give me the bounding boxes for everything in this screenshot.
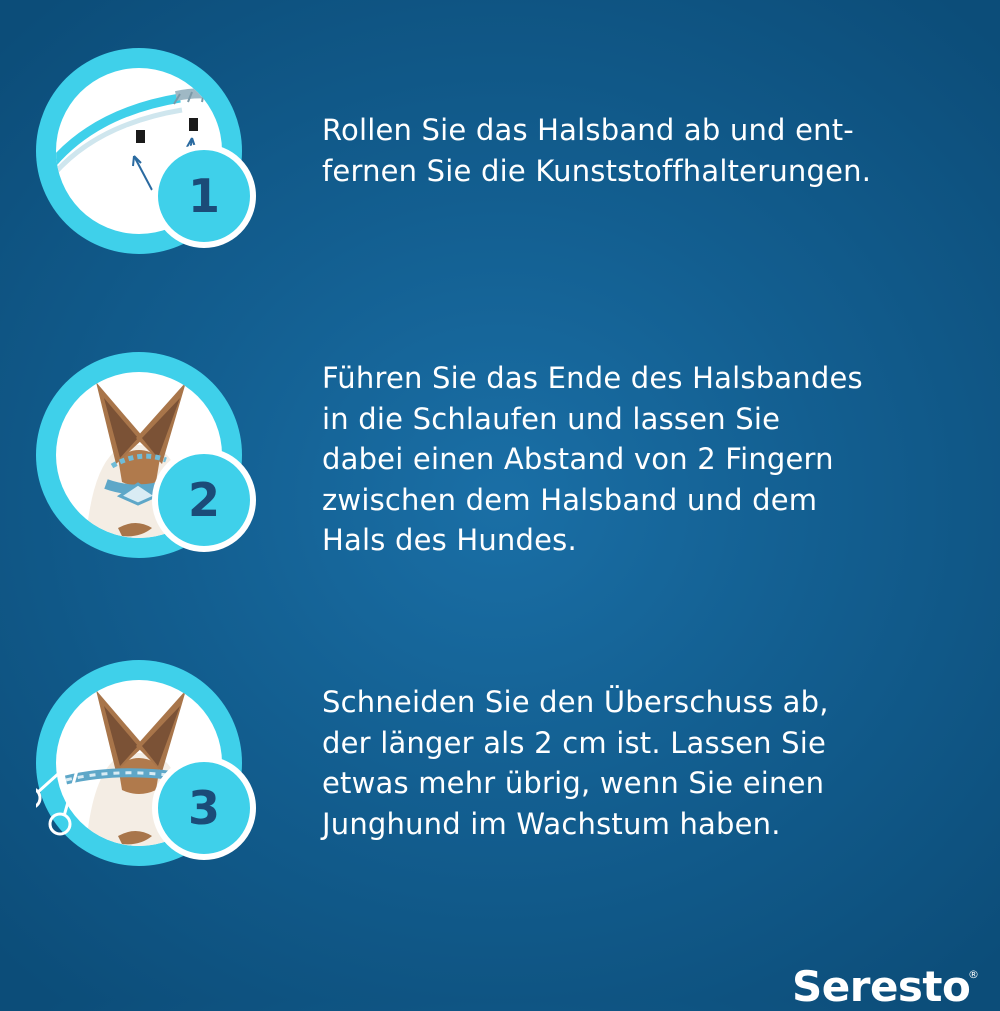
scissors-icon bbox=[36, 660, 116, 840]
step-number: 2 bbox=[187, 473, 220, 527]
step-1-badge bbox=[152, 144, 256, 248]
step-number: 1 bbox=[187, 169, 220, 223]
step-1-text: Rollen Sie das Halsband ab und ent- fernen Sie die Kunststoffhalterungen. bbox=[322, 113, 872, 188]
step-2-text: Führen Sie das Ende des Halsbandes in die Schlaufen und lassen Sie dabei einen Abstand von 2 Fingern zwischen dem Halsband und dem Hals des Hundes. bbox=[322, 361, 863, 557]
step-3 bbox=[0, 660, 1000, 875]
step-2 bbox=[0, 352, 1000, 567]
step-2-badge bbox=[152, 448, 256, 552]
registered-mark: ® bbox=[968, 968, 979, 981]
step-1-illustration bbox=[36, 48, 276, 263]
step-1 bbox=[0, 48, 1000, 263]
step-3-text: Schneiden Sie den Überschuss ab, der länger als 2 cm ist. Lassen Sie etwas mehr übrig, wenn Sie einen Junghund im Wachstum haben. bbox=[322, 685, 829, 841]
seresto-logo: Seresto bbox=[792, 962, 971, 1011]
step-3-badge bbox=[152, 756, 256, 860]
step-2-illustration bbox=[36, 352, 276, 567]
step-number: 3 bbox=[187, 781, 220, 835]
step-3-illustration bbox=[36, 660, 276, 875]
